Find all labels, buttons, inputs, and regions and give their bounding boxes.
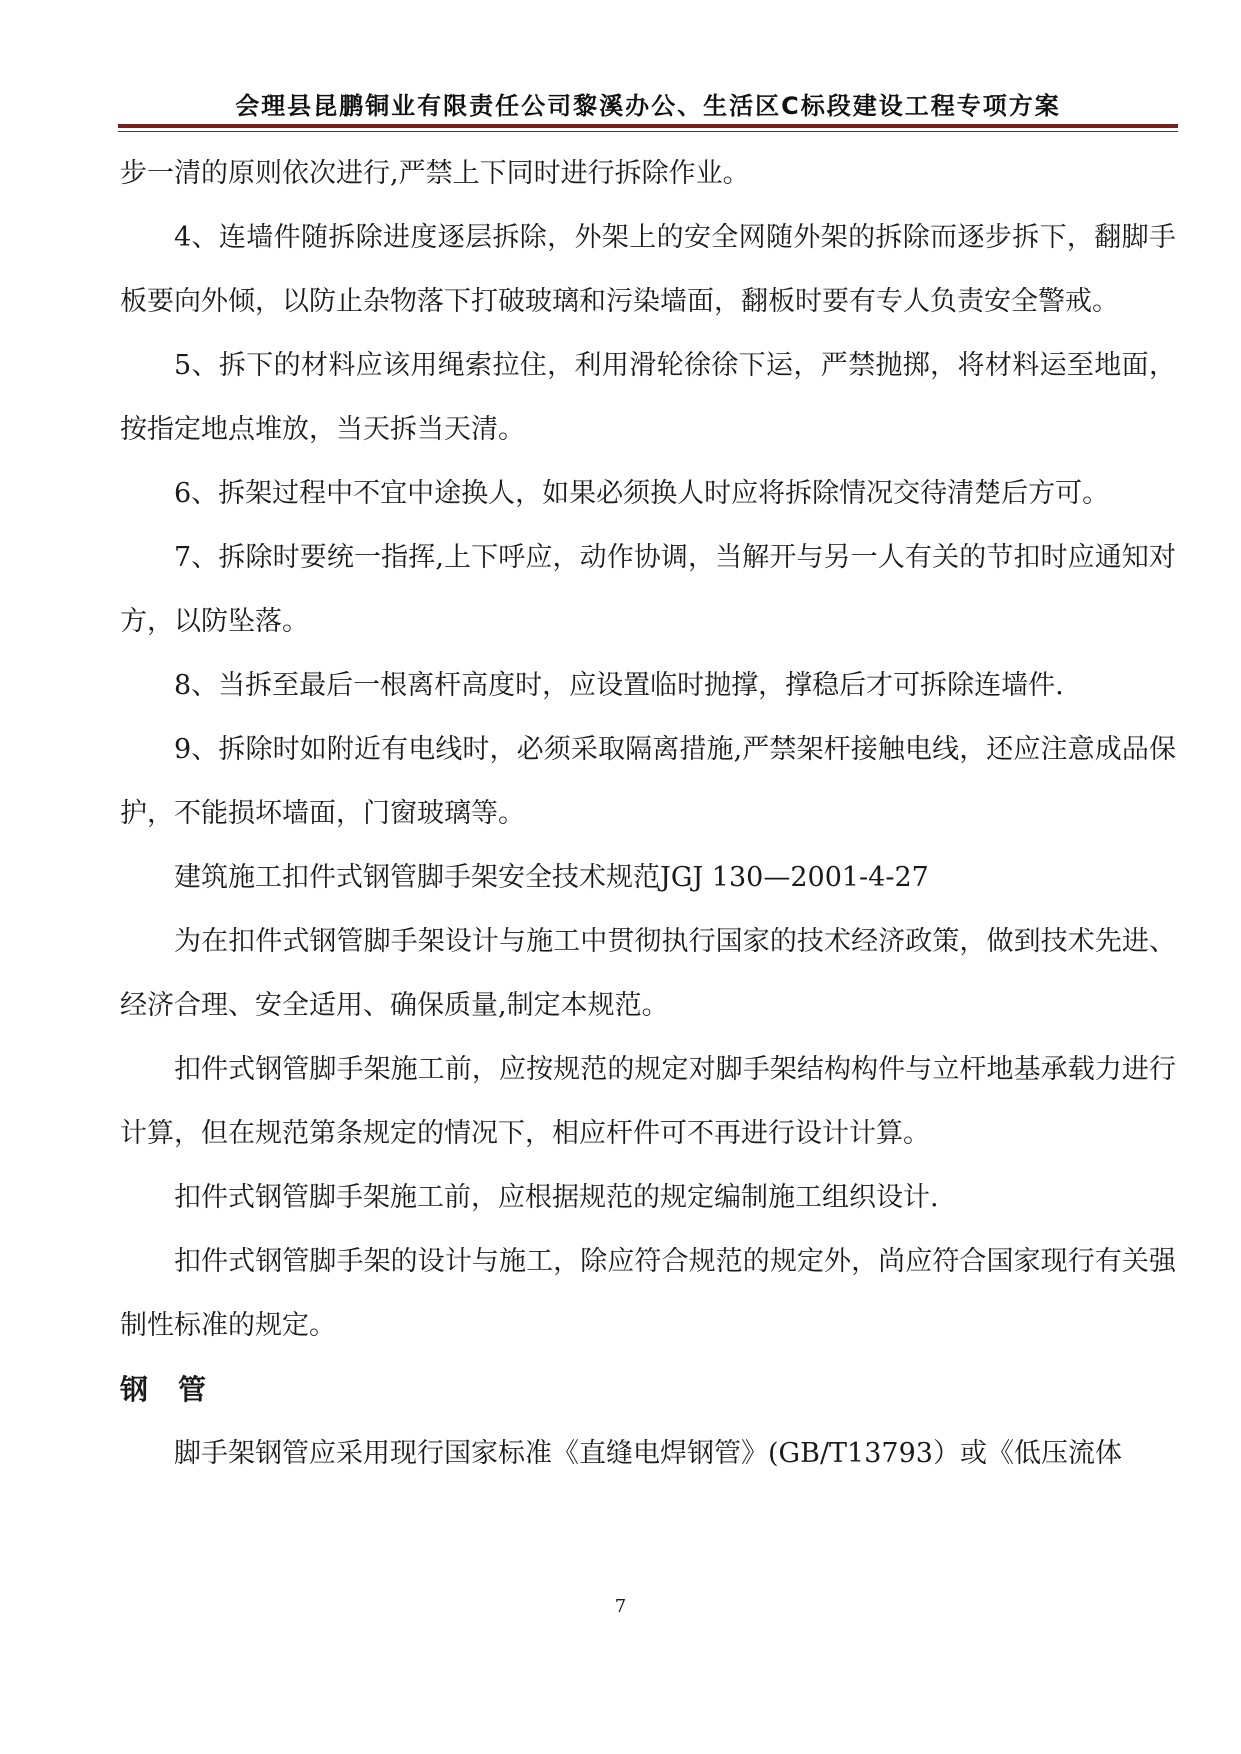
paragraph: 扣件式钢管脚手架的设计与施工，除应符合规范的规定外，尚应符合国家现行有关强制性标准的规定。 bbox=[120, 1246, 1176, 1341]
document-body bbox=[120, 142, 1176, 1486]
header-rule-thin bbox=[118, 131, 1178, 132]
paragraph: 扣件式钢管脚手架施工前，应按规范的规定对脚手架结构构件与立杆地基承载力进行计算，但在规范第条规定的情况下，相应杆件可不再进行设计计算。 bbox=[120, 1054, 1176, 1149]
paragraph: 8、当拆至最后一根离杆高度时，应设置临时抛撑，撑稳后才可拆除连墙件. bbox=[174, 670, 1064, 701]
paragraph: 为在扣件式钢管脚手架设计与施工中贯彻执行国家的技术经济政策，做到技术先进、经济合理、安全适用、确保质量,制定本规范。 bbox=[120, 926, 1176, 1021]
paragraph: 扣件式钢管脚手架施工前，应根据规范的规定编制施工组织设计. bbox=[174, 1182, 939, 1213]
paragraph: 步一清的原则依次进行,严禁上下同时进行拆除作业。 bbox=[120, 158, 750, 189]
paragraph: 9、拆除时如附近有电线时，必须采取隔离措施,严禁架杆接触电线，还应注意成品保护，不能损坏墙面，门窗玻璃等。 bbox=[120, 734, 1176, 829]
paragraph: 脚手架钢管应采用现行国家标准《直缝电焊钢管》(GB/T13793）或《低压流体 bbox=[174, 1438, 1122, 1469]
paragraph: 7、拆除时要统一指挥,上下呼应，动作协调，当解开与另一人有关的节扣时应通知对方，以防坠落。 bbox=[120, 542, 1176, 637]
page-header-title: 会理县昆鹏铜业有限责任公司黎溪办公、生活区C标段建设工程专项方案 bbox=[235, 92, 1061, 120]
page-number: 7 bbox=[614, 1596, 627, 1617]
header-rule-thick bbox=[118, 124, 1178, 128]
section-heading: 钢管 bbox=[120, 1373, 237, 1406]
paragraph: 6、拆架过程中不宜中途换人，如果必须换人时应将拆除情况交待清楚后方可。 bbox=[174, 478, 1110, 509]
paragraph: 4、连墙件随拆除进度逐层拆除，外架上的安全网随外架的拆除而逐步拆下，翻脚手板要向外倾，以防止杂物落下打破玻璃和污染墙面，翻板时要有专人负责安全警戒。 bbox=[120, 222, 1176, 317]
paragraph: 5、拆下的材料应该用绳索拉住，利用滑轮徐徐下运，严禁抛掷，将材料运至地面，按指定地点堆放，当天拆当天清。 bbox=[120, 350, 1176, 445]
paragraph: 建筑施工扣件式钢管脚手架安全技术规范JGJ 130—2001-4-27 bbox=[174, 862, 929, 893]
